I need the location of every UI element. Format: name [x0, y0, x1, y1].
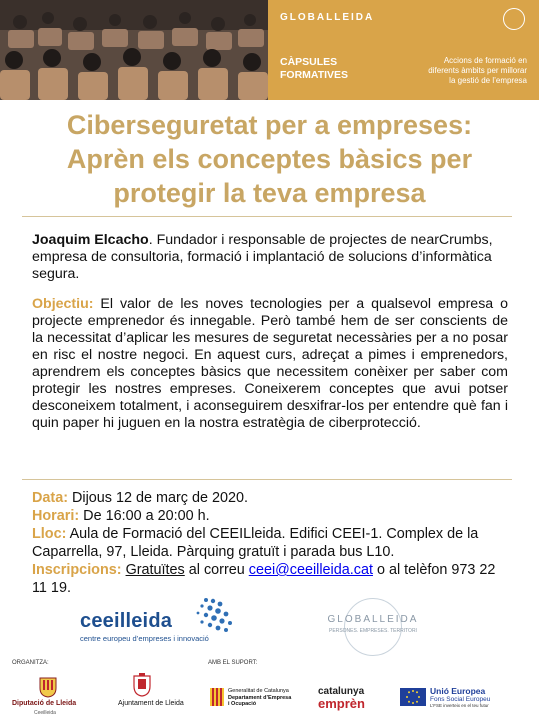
event-details — [32, 489, 508, 597]
capsules-label: CÀPSULES FORMATIVES — [280, 56, 349, 81]
suport-label: AMB EL SUPORT: — [208, 660, 258, 666]
place-line: Lloc: Aula de Formació del CEEILleida. Edifici CEEI-1. Complex de la Caparrella, 97, Lleida. Pàrquing gratuït i parada bus L10. — [32, 526, 479, 560]
date-line: Data: Dijous 12 de març de 2020. — [32, 490, 248, 506]
globalleida-circle-icon — [344, 598, 402, 656]
page-title: Ciberseguretat per a empreses: Aprèn els conceptes bàsics per protegir la teva empresa — [66, 110, 473, 208]
catalunya-empren-logo: catalunya emprèn — [318, 686, 365, 711]
free-link[interactable]: Gratuïtes — [125, 562, 185, 578]
diputacio-name: Diputació de Lleida — [12, 700, 77, 707]
speaker-bio: . Fundador i responsable de projectes de nearCrumbs, empresa de consultoria, formació i implantació de solucions d’informàtica segura. — [32, 232, 493, 282]
email-link[interactable]: ceei@ceeilleida.cat — [248, 562, 373, 578]
generalitat-flag-icon — [210, 688, 224, 706]
ajuntament-name: Ajuntament de Lleida — [118, 700, 184, 707]
title-divider — [22, 216, 512, 217]
eu-text: Unió Europea Fons Social Europeu L’FSE inverteix en el teu futur — [430, 686, 491, 708]
eu-flag-icon — [400, 688, 426, 706]
objective-label: Objectiu: — [32, 296, 94, 312]
audience-photo — [0, 0, 268, 100]
diputacio-crest-icon — [38, 676, 58, 698]
banner-tagline: Accions de formació en diferents àmbits per millorar la gestió de l’empresa — [428, 56, 527, 85]
ceeilleida-logo: ceeilleida centre europeu d’empreses i innovació — [80, 596, 240, 642]
diputacio-sub: Ceeilleida — [34, 710, 56, 716]
generalitat-text: Generalitat de Catalunya Departament d’Empresa i Ocupació — [228, 688, 292, 707]
ceeilleida-dots-icon — [186, 596, 234, 636]
objective-text: El valor de les noves tecnologies per a qualsevol empresa o projecte emprenedor és innegable. Però també hem de ser conscients de la necessitat d’aplicar les mesures de seguretat necessàries per a no posar en risc el nostre negoci. En aquest curs, adreçat a pimes i emprenedors, aprendrem els conceptes bàsics que necessitem conèixer per saber com protegir les nostres empreses. Coneixerem conceptes que avui potser desconeixem totalment, i aconseguirem desxifrar-los per entendre què fan i quin paper hi juguen en la nostra estratègia de ciberprotecció. — [32, 296, 508, 431]
objective-paragraph — [32, 296, 508, 432]
brand-circle-icon — [503, 8, 525, 30]
header-banner — [0, 0, 539, 100]
title-banner — [268, 0, 539, 100]
details-divider — [22, 479, 512, 480]
organitza-label: ORGANITZA: — [12, 660, 49, 666]
brand-name: GLOBALLEIDA — [280, 12, 375, 23]
speaker-paragraph — [32, 232, 508, 283]
registration-line: Inscripcions: Gratuïtes al correu ceei@ceeilleida.cat o al telèfon 973 22 11 19. — [32, 562, 496, 596]
speaker-name: Joaquim Elcacho — [32, 232, 149, 248]
ajuntament-crest-icon — [130, 672, 154, 698]
time-line: Horari: De 16:00 a 20:00 h. — [32, 508, 210, 524]
globalleida-logo: GLOBALLEIDA PERSONES. EMPRESES. TERRITORI — [318, 598, 428, 642]
